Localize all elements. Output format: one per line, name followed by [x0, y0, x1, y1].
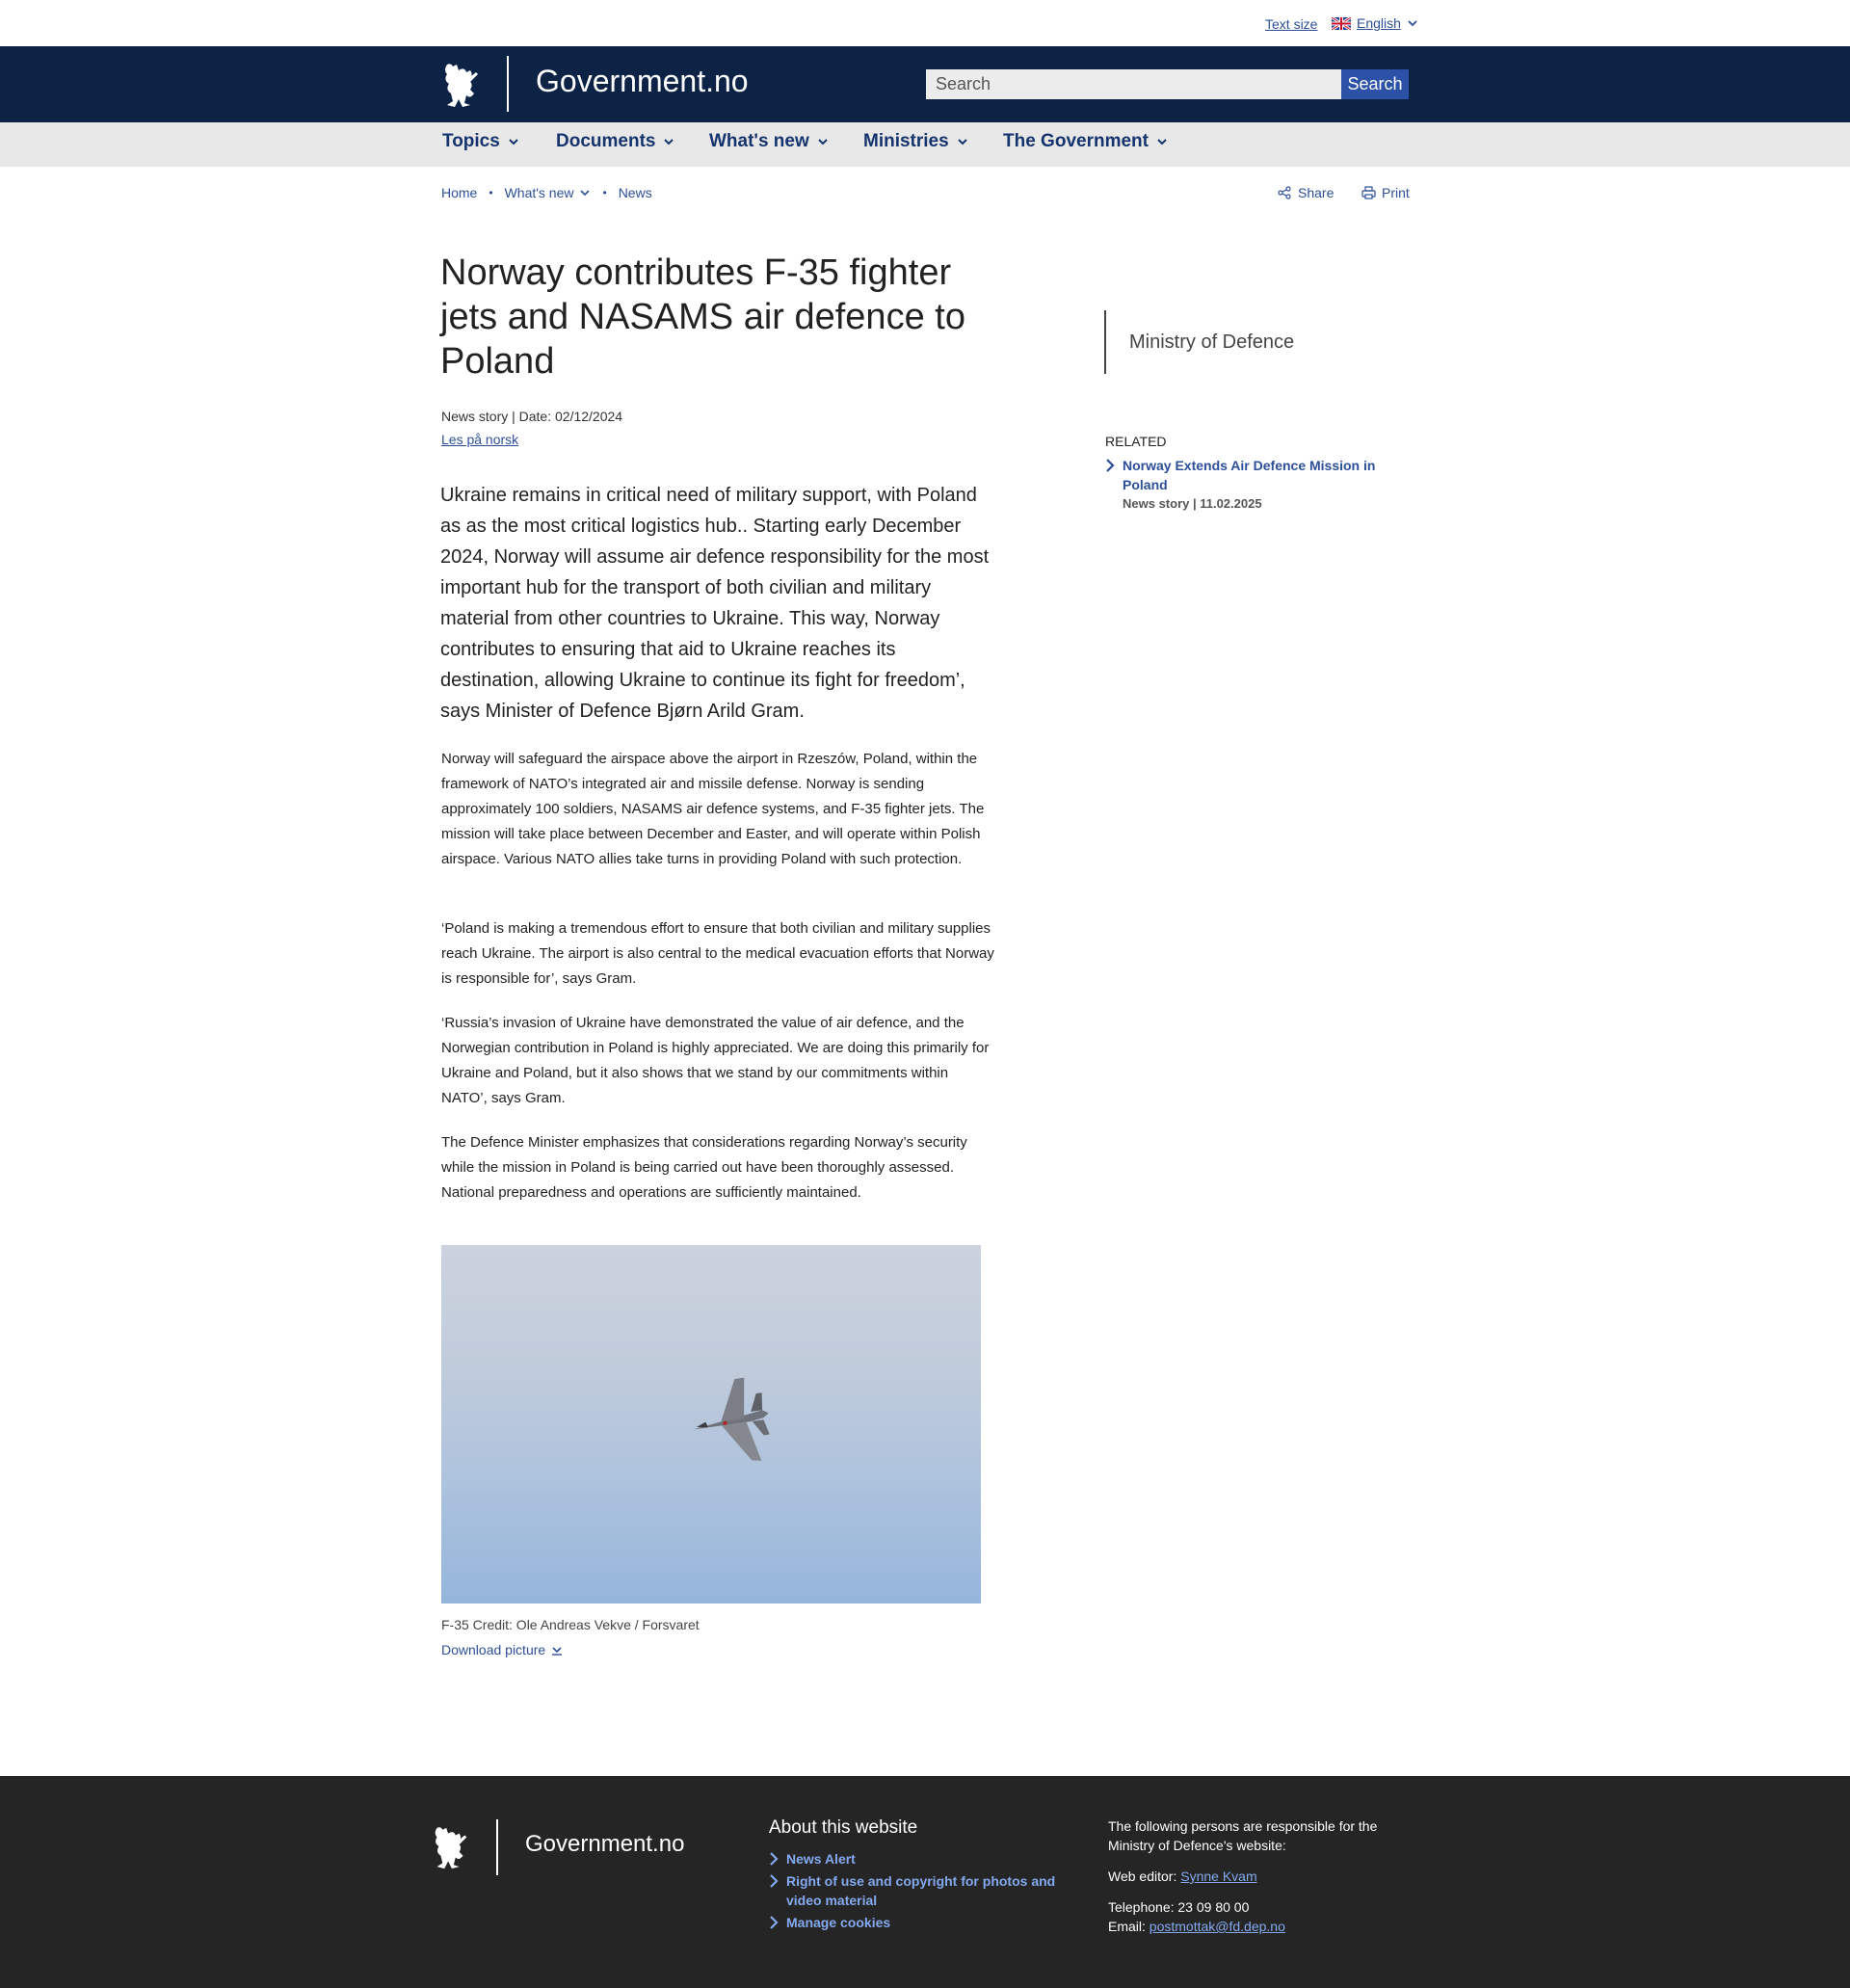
email-row	[1108, 1917, 1397, 1936]
fighter-jet-image	[441, 1245, 981, 1604]
lion-logo-icon[interactable]	[431, 1824, 469, 1870]
breadcrumb-news[interactable]: News	[618, 185, 652, 200]
nav-the-government[interactable]	[1003, 131, 1168, 152]
share-button[interactable]	[1278, 185, 1334, 200]
nav-topics[interactable]	[442, 131, 519, 152]
footer-link-news-alert[interactable]	[769, 1849, 1077, 1869]
chevron-right-icon	[769, 1916, 779, 1929]
search-input[interactable]	[926, 69, 1341, 99]
chevron-down-icon	[957, 136, 968, 147]
article-paragraph: The Defence Minister emphasizes that considerations regarding Norway’s security while the mission in Poland is being carried out have been thoroughly assessed. National preparedness and operations are sufficiently maintained.	[441, 1134, 967, 1201]
breadcrumb	[441, 185, 652, 200]
chevron-down-icon	[1407, 17, 1418, 29]
responsible-intro: The following persons are responsible for the Ministry of Defence's website:	[1108, 1818, 1378, 1853]
footer-link-label: News Alert	[786, 1851, 856, 1867]
share-label: Share	[1298, 185, 1335, 200]
article-meta: News story | Date: 02/12/2024	[441, 409, 623, 424]
chevron-down-icon	[1156, 136, 1168, 147]
language-label: English	[1357, 15, 1401, 31]
article-image	[441, 1245, 981, 1604]
share-icon	[1278, 186, 1291, 199]
breadcrumb-separator: •	[602, 186, 607, 199]
print-button[interactable]	[1361, 185, 1410, 200]
related-item[interactable]	[1105, 456, 1385, 511]
nav-label: Topics	[442, 131, 500, 151]
article-paragraph: ‘Poland is making a tremendous effort to ensure that both civilian and military supplies reach Ukraine. The airport is also central to the medical evacuation efforts that Norway is responsible for’, says Gram.	[441, 920, 994, 987]
nav-ministries[interactable]	[863, 131, 968, 152]
footer-link-manage-cookies[interactable]	[769, 1913, 1077, 1932]
language-selector[interactable]	[1332, 15, 1418, 31]
chevron-right-icon	[769, 1852, 779, 1866]
print-label: Print	[1382, 185, 1410, 200]
chevron-down-icon	[817, 136, 829, 147]
chevron-right-icon	[1105, 459, 1115, 472]
chevron-right-icon	[769, 1874, 779, 1888]
ministry-label[interactable]	[1104, 310, 1294, 374]
web-editor-row	[1108, 1867, 1397, 1886]
nav-label: Ministries	[863, 131, 949, 151]
ministry-name: Ministry of Defence	[1129, 331, 1295, 353]
email-label: Email:	[1108, 1919, 1146, 1934]
print-icon	[1361, 186, 1376, 199]
article-lead: Ukraine remains in critical need of military support, with Poland as as the most critical logistics hub.. Starting early December 2024, Norway will assume air defence responsibility for the most important hub for the transport of both civilian and military material from other countries to Ukraine. This way, Norway contributes to ensuring that aid to Ukraine reaches its destination, allowing Ukraine to continue its fight for freedom’, says Minister of Defence Bjørn Arild Gram.	[440, 485, 990, 722]
nav-label: Documents	[556, 131, 656, 151]
image-caption: F-35 Credit: Ole Andreas Vekve / Forsvaret	[441, 1617, 700, 1632]
footer-link-label: Manage cookies	[786, 1915, 891, 1930]
nav-whats-new[interactable]	[709, 131, 829, 152]
telephone: Telephone: 23 09 80 00	[1108, 1899, 1250, 1915]
download-icon	[551, 1644, 563, 1656]
main-nav	[0, 122, 1850, 167]
norwegian-version-link[interactable]: Les på norsk	[441, 432, 519, 447]
email-link[interactable]: postmottak@fd.dep.no	[1149, 1919, 1285, 1934]
site-name[interactable]: Government.no	[536, 64, 749, 98]
chevron-down-icon	[579, 187, 591, 199]
footer-responsible	[1108, 1816, 1397, 1936]
breadcrumb-home[interactable]: Home	[441, 185, 478, 200]
breadcrumb-whats-new[interactable]	[505, 185, 592, 200]
lion-logo-icon[interactable]	[441, 61, 480, 109]
text-size-link[interactable]: Text size	[1265, 16, 1318, 32]
breadcrumb-label: What's new	[504, 185, 574, 200]
utility-bar	[0, 0, 1850, 46]
logo-divider	[507, 56, 509, 112]
related-link[interactable]: Norway Extends Air Defence Mission in Poland	[1123, 458, 1376, 492]
flag-icon	[1332, 17, 1351, 30]
download-picture-link[interactable]	[441, 1642, 563, 1657]
footer-link-copyright[interactable]	[769, 1871, 1077, 1910]
web-editor-label: Web editor:	[1108, 1869, 1177, 1884]
chevron-down-icon	[508, 136, 519, 147]
breadcrumb-separator: •	[489, 186, 493, 199]
web-editor-link[interactable]: Synne Kvam	[1180, 1869, 1257, 1884]
related-meta: News story | 11.02.2025	[1123, 496, 1262, 511]
related-heading: RELATED	[1105, 434, 1167, 449]
download-label: Download picture	[441, 1642, 546, 1657]
article-paragraph: ‘Russia’s invasion of Ukraine have demonstrated the value of air defence, and the Norwegian contribution in Poland is highly appreciated. We are doing this primarily for Ukraine and Poland, but it also shows that we stand by our commitments within NATO’, says Gram.	[441, 1015, 990, 1106]
footer-logo-divider	[496, 1819, 498, 1875]
nav-label: What's new	[709, 131, 809, 151]
chevron-down-icon	[663, 136, 674, 147]
footer-about-title: About this website	[769, 1817, 918, 1838]
site-footer	[0, 1776, 1850, 1988]
footer-site-name[interactable]: Government.no	[525, 1831, 685, 1857]
footer-links	[769, 1849, 1077, 1935]
site-header	[0, 46, 1850, 122]
article-paragraph: Norway will safeguard the airspace above the airport in Rzeszów, Poland, within the framework of NATO’s integrated air and missile defense. Norway is sending approximately 100 soldiers, NASAMS air defence systems, and F-35 fighter jets. The mission will take place between December and Easter, and will operate within Polish airspace. Various NATO allies take turns in providing Poland with such protection.	[441, 751, 985, 867]
nav-documents[interactable]	[556, 131, 674, 152]
nav-label: The Government	[1003, 131, 1149, 151]
article-title: Norway contributes F-35 fighter jets and NASAMS air defence to Poland	[440, 252, 965, 382]
search-button[interactable]: Search	[1341, 69, 1409, 99]
footer-link-label: Right of use and copyright for photos and video material	[786, 1873, 1056, 1908]
